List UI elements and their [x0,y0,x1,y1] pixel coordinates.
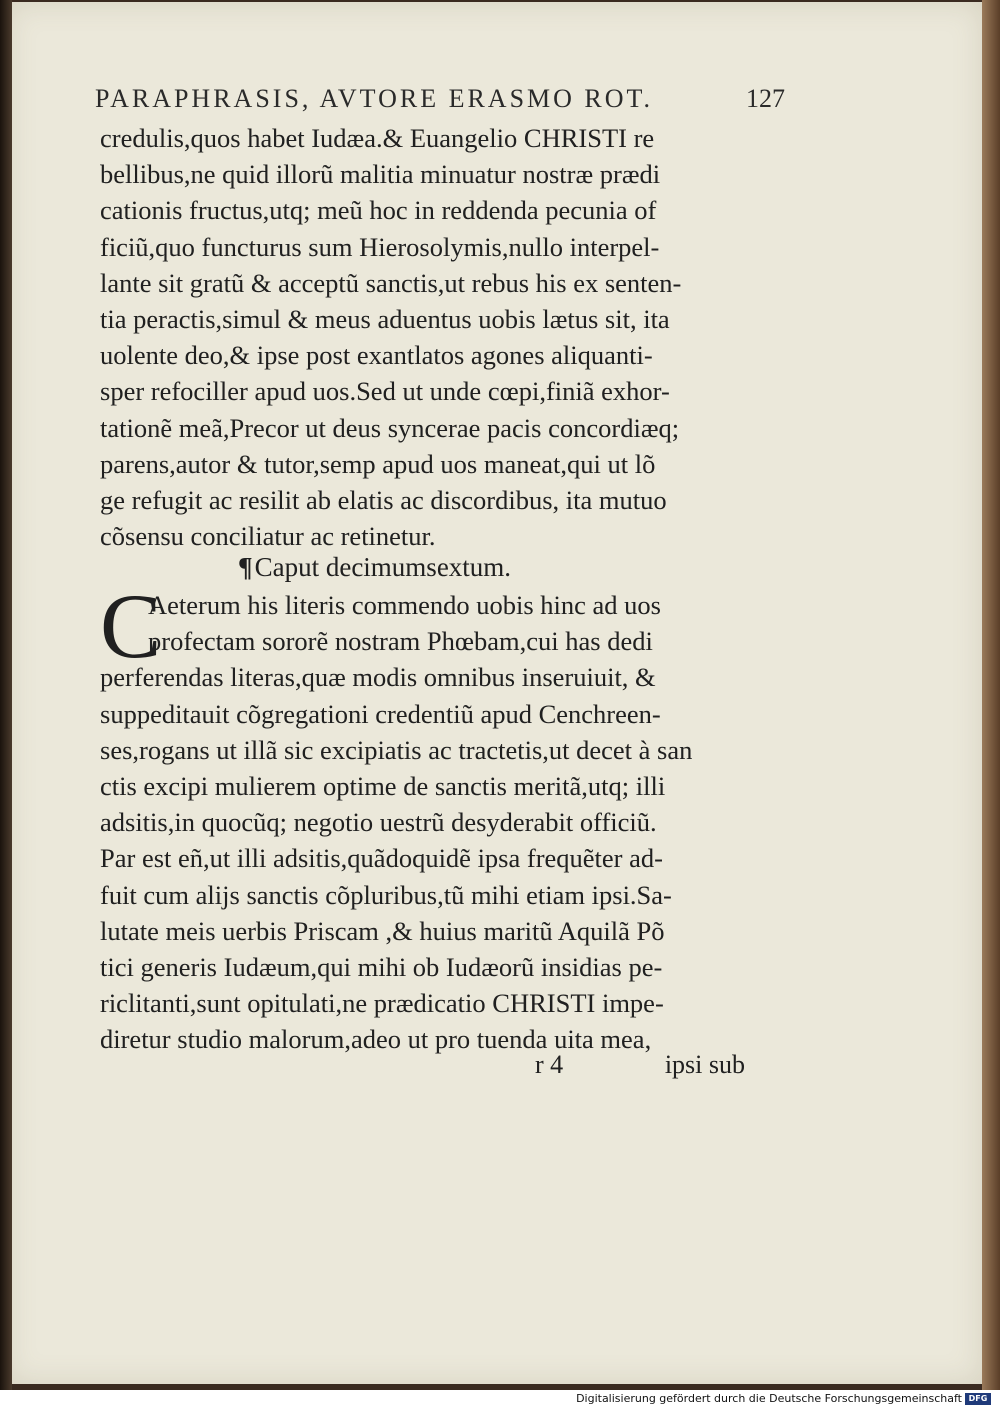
text-line: Aeterum his literis commendo uobis hinc ad uos [148,590,661,620]
catchline [535,1050,765,1086]
text-line: diretur studio malorum,adeo ut pro tuenda uita mea, [100,1024,652,1055]
text-line: fuit cum alijs sanctis cõpluribus,tũ mihi etiam ipsi.Sa- [100,879,672,910]
text-line: profectam sororẽ nostram Phœbam,cui has dedi [148,626,653,657]
text-line: tia peractis,simul & meus aduentus uobis lætus sit, ita [100,303,670,334]
catchword: ipsi sub [664,1050,745,1079]
text-line: ge refugit ac resilit ab elatis ac discordibus, ita mutuo [100,484,667,515]
running-title: PARAPHRASIS, AVTORE ERASMO ROT. [95,84,654,113]
text-line: tici generis Iudæum,qui mihi ob Iudæorũ insidias pe- [100,951,663,982]
signature-mark: r 4 [535,1050,564,1079]
text-line: tationẽ meã,Precor ut deus syncerae pacis concordiæq; [100,412,680,443]
text-line: ficiũ,quo functurus sum Hierosolymis,nullo interpel- [100,231,660,262]
text-line: ses,rogans ut illã sic excipiatis ac tractetis,ut decet à san [100,734,693,765]
text-line: riclitanti,sunt opitulati,ne prædicatio CHRISTI impe- [100,988,664,1019]
text-line: Par est eñ,ut illi adsitis,quãdoquidẽ ipsa frequẽter ad- [100,843,663,874]
text-line: adsitis,in quocũq; negotio uestrũ desyderabit officiũ. [100,807,657,838]
page-number: 127 [746,84,785,113]
chapter-heading [238,552,658,583]
text-line: bellibus,ne quid illorũ malitia minuatur nostræ prædi [100,159,661,190]
funding-credit: Digitalisierung gefördert durch die Deutsche Forschungsgemeinschaft [576,1392,962,1405]
chapter-title: Caput decimumsextum. [254,552,512,582]
text-line: credulis,quos habet Iudæa.& Euangelio CHRISTI re [100,123,655,153]
text-line: ctis excipi mulierem optime de sanctis meritã,utq; illi [100,770,666,801]
text-line: sper refociller apud uos.Sed ut unde cœpi,finiã exhor- [100,376,670,407]
dfg-logo: DFG [965,1393,991,1405]
text-line: lante sit gratũ & acceptũ sanctis,ut rebus his ex senten- [100,267,682,298]
page-right-edge [982,0,1000,1390]
paragraph-2 [100,588,760,1058]
text-line: perferendas literas,quæ modis omnibus inseruiuit, & [100,662,656,693]
text-line: parens,autor & tutor,semp apud uos maneat,qui ut lõ [100,448,656,479]
book-spine-edge [0,0,12,1390]
text-line: cationis fructus,utq; meũ hoc in reddenda pecunia of [100,195,657,226]
text-line: uolente deo,& ipse post exantlatos agones aliquanti- [100,340,653,371]
pilcrow-mark: ¶ [238,552,253,582]
running-header [95,84,785,114]
text-line: lutate meis uerbis Priscam ,& huius maritũ Aquilã Põ [100,915,665,946]
paragraph-1 [100,120,760,554]
text-line: suppeditauit cõgregationi credentiũ apud Cenchreen- [100,698,661,729]
drop-initial: C [100,575,162,677]
text-line: cõsensu conciliatur ac retinetur. [100,521,436,552]
